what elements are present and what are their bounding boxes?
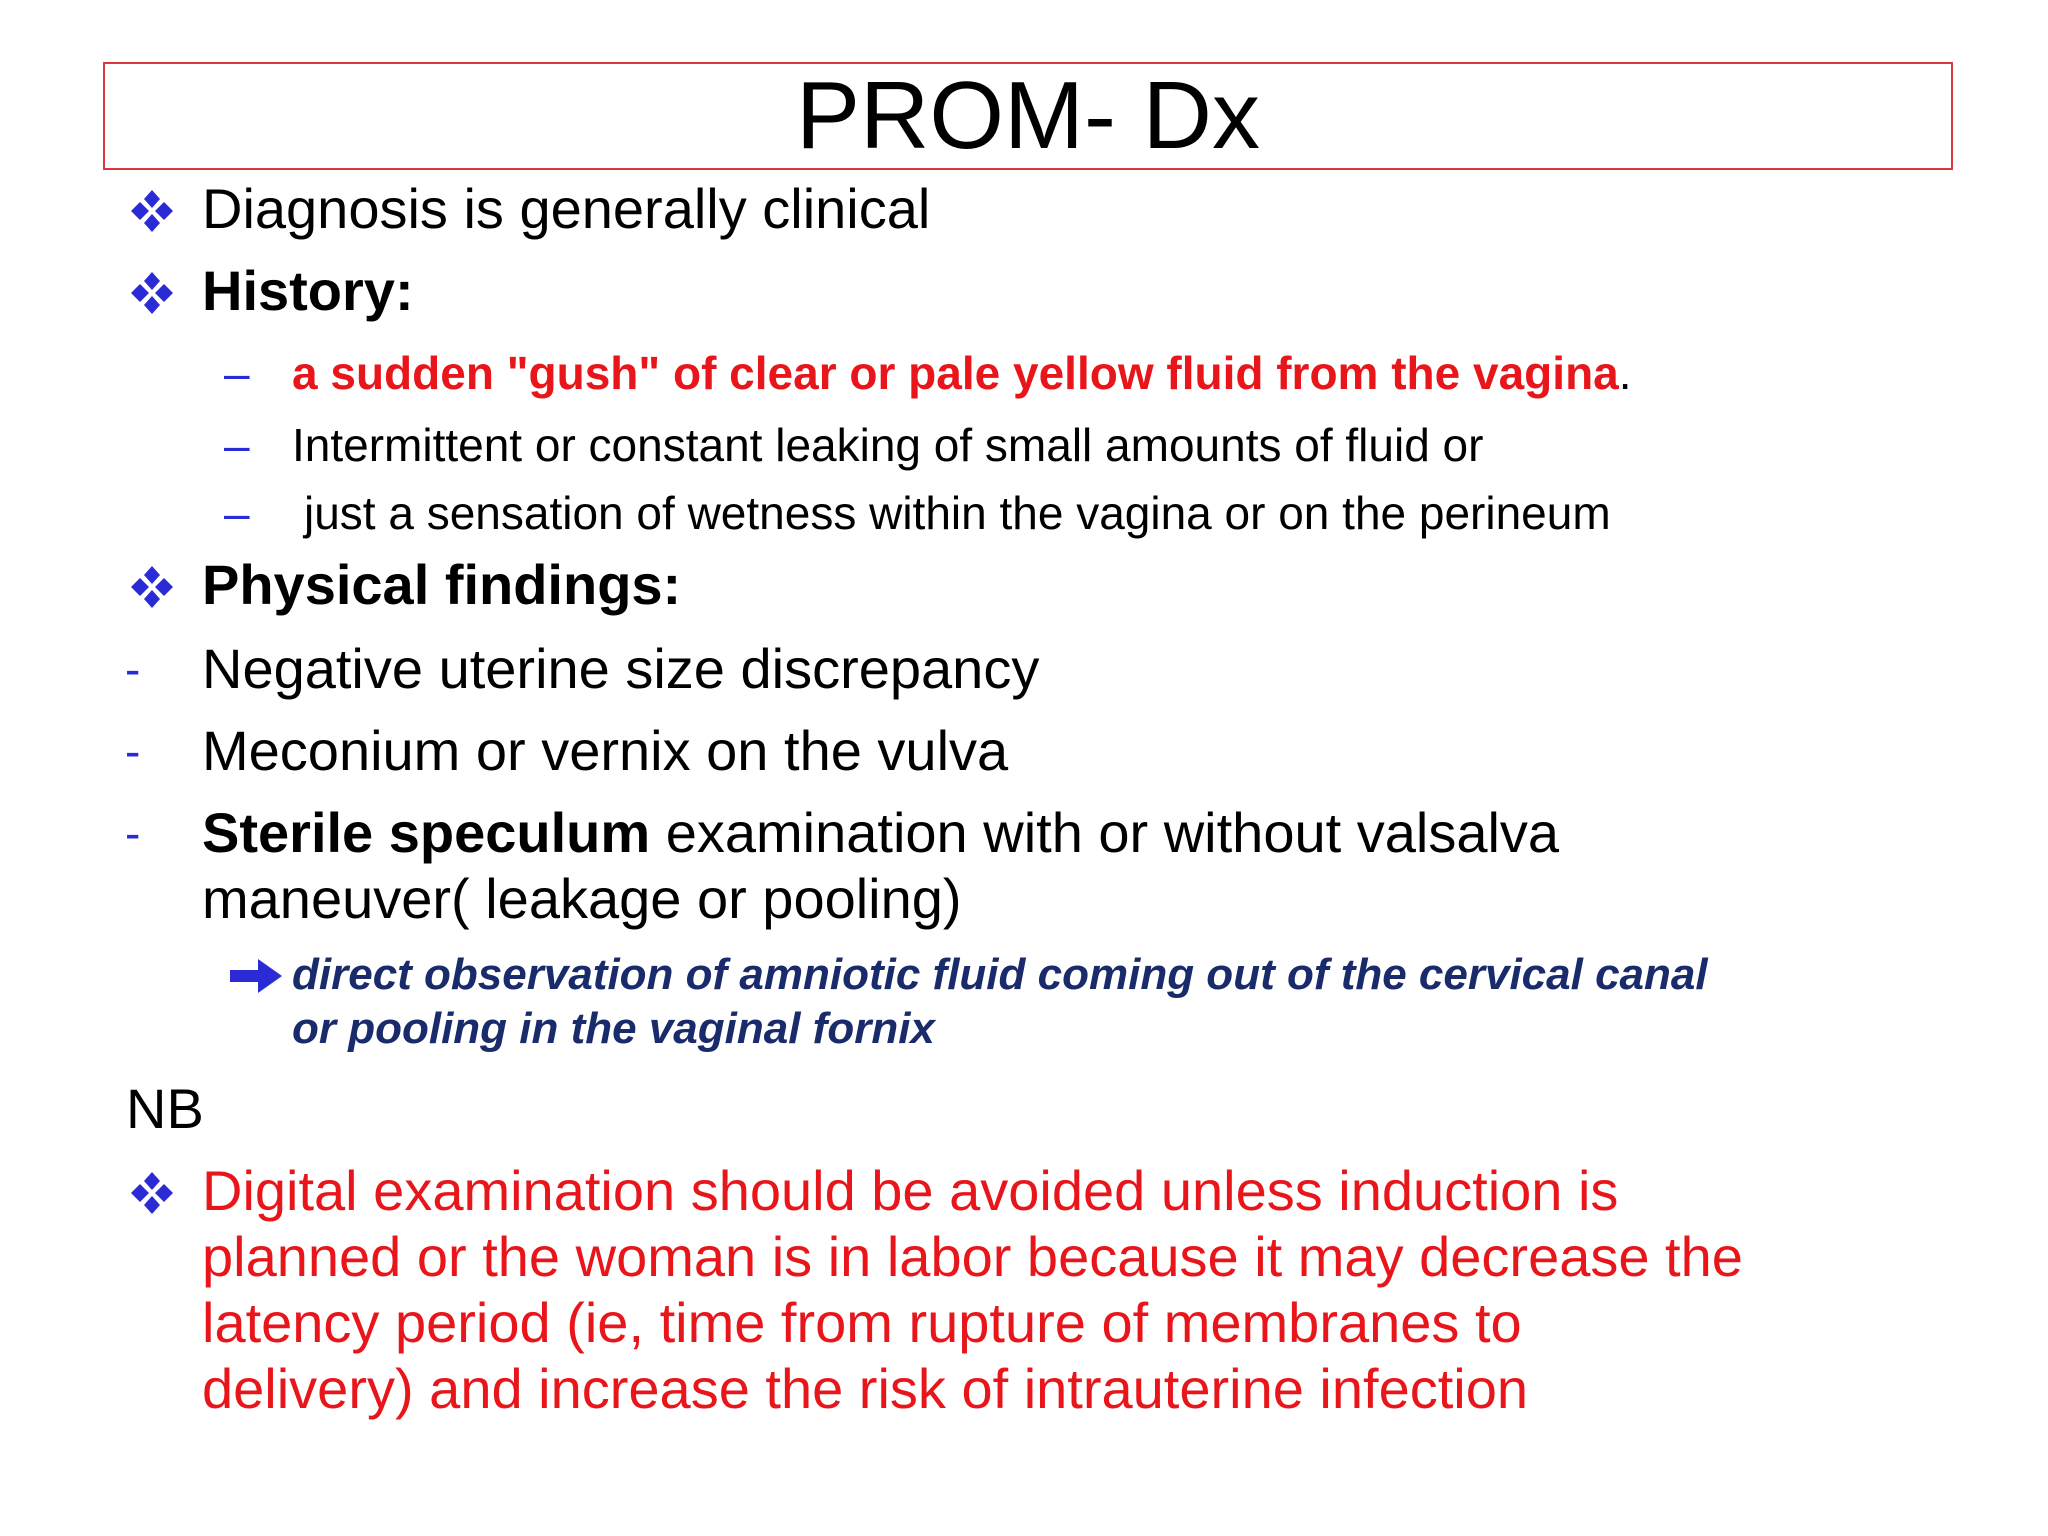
note-line-2: planned or the woman is in labor because it may decrease the — [202, 1225, 1743, 1288]
finding-3-rest: examination with or without valsalva — [650, 801, 1560, 864]
four-diamond-bullet-icon — [129, 564, 175, 610]
page-title: PROM- Dx — [796, 62, 1260, 169]
dash-marker: – — [224, 347, 250, 399]
observation-line-2: or pooling in the vaginal fornix — [292, 1004, 935, 1053]
four-diamond-bullet-icon — [129, 188, 175, 234]
finding-2: Meconium or vernix on the vulva — [202, 719, 1009, 782]
hyphen-marker: - — [125, 643, 141, 695]
dash-marker: – — [224, 487, 250, 539]
history-heading: History: — [202, 259, 414, 322]
diagnosis-text: Diagnosis is generally clinical — [202, 177, 931, 240]
finding-3-line2: maneuver( leakage or pooling) — [202, 867, 962, 930]
hyphen-marker: - — [125, 725, 141, 777]
history-item-1-end: . — [1618, 347, 1632, 399]
dash-marker: – — [224, 419, 250, 471]
history-item-2: Intermittent or constant leaking of small amounts of fluid or — [292, 419, 1484, 471]
note-line-4: delivery) and increase the risk of intrauterine infection — [202, 1357, 1529, 1420]
four-diamond-bullet-icon — [129, 1170, 175, 1216]
hyphen-marker: - — [125, 807, 141, 859]
nb-label: NB — [126, 1077, 204, 1140]
four-diamond-bullet-icon — [129, 270, 175, 316]
history-item-1 — [292, 346, 1632, 400]
observation-line-1: direct observation of amniotic fluid coming out of the cervical canal — [292, 950, 1708, 999]
physical-findings-heading: Physical findings: — [202, 553, 682, 616]
finding-3 — [202, 800, 1559, 865]
right-arrow-icon — [228, 956, 284, 996]
finding-3-bold: Sterile speculum — [202, 801, 651, 864]
note-line-1: Digital examination should be avoided unless induction is — [202, 1159, 1619, 1222]
history-item-3: just a sensation of wetness within the vagina or on the perineum — [304, 487, 1611, 539]
note-line-3: latency period (ie, time from rupture of membranes to — [202, 1291, 1522, 1354]
finding-1: Negative uterine size discrepancy — [202, 637, 1040, 700]
history-item-1-text: a sudden "gush" of clear or pale yellow fluid from the vagina — [292, 347, 1619, 399]
